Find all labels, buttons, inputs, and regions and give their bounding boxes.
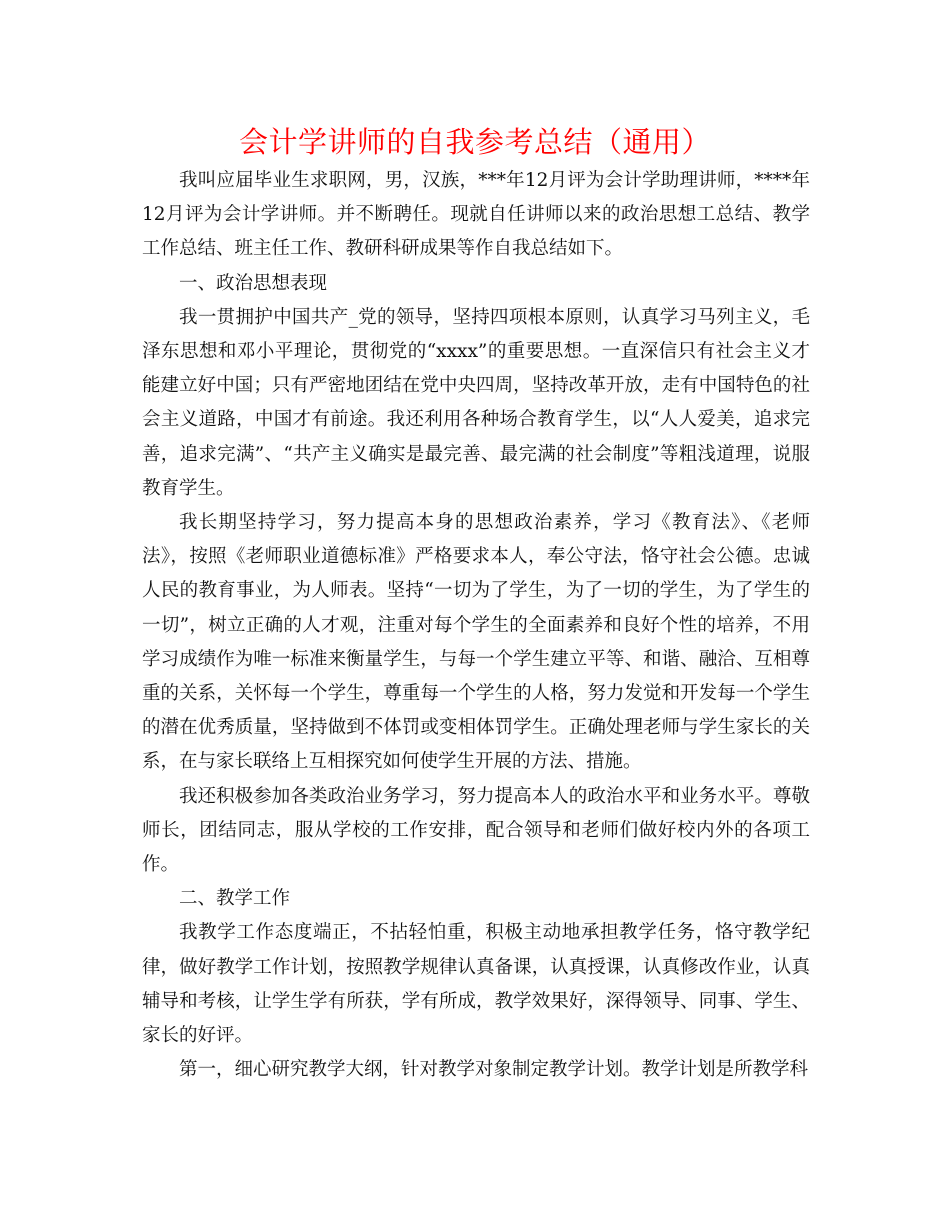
paragraph-intro: 我叫应届毕业生求职网，男，汉族，***年12月评为会计学助理讲师，****年12月评为会计学讲师。并不断聘任。现就自任讲师以来的政治思想工总结、教学工作总结、班主任工作、教研科研成果等作自我总结如下。: [142, 170, 810, 260]
paragraph-teaching-1: 我教学工作态度端正，不拈轻怕重，积极主动地承担教学任务，恪守教学纪律，做好教学工作计划，按照教学规律认真备课，认真授课，认真修改作业，认真辅导和考核，让学生学有所获，学有所成，教学效果好，深得领导、同事、学生、家长的好评。: [142, 922, 810, 1047]
paragraph-political-2: 我长期坚持学习，努力提高本身的思想政治素养，学习《教育法》、《老师法》，按照《老师职业道德标准》严格要求本人，奉公守法，恪守社会公德。忠诚人民的教育事业，为人师表。坚持“一切为了学生，为了一切的学生，为了学生的一切”，树立正确的人才观，注重对每个学生的全面素养和良好个性的培养，不用学习成绩作为唯一标准来衡量学生，与每一个学生建立平等、和谐、融洽、互相尊重的关系，关怀每一个学生，尊重每一个学生的人格，努力发觉和开发每一个学生的潜在优秀质量，坚持做到不体罚或变相体罚学生。正确处理老师与学生家长的关系，在与家长联络上互相探究如何使学生开展的方法、措施。: [142, 512, 810, 773]
paragraph-political-1: 我一贯拥护中国共产_党的领导，坚持四项根本原则，认真学习马列主义，毛泽东思想和邓小平理论，贯彻党的“xxxx”的重要思想。一直深信只有社会主义才能建立好中国；只有严密地团结在党中央四周，坚持改革开放，走有中国特色的社会主义道路，中国才有前途。我还利用各种场合教育学生，以“人人爱美，追求完善，追求完满”、“共产主义确实是最完善、最完满的社会制度”等粗浅道理，说服教育学生。: [142, 306, 810, 499]
section-heading-teaching: 二、教学工作: [179, 888, 291, 910]
document-body: [142, 164, 810, 1087]
paragraph-teaching-2: 第一，细心研究教学大纲，针对教学对象制定教学计划。教学计划是所教学科: [179, 1059, 809, 1081]
section-heading-political: 一、政治思想表现: [179, 272, 328, 294]
document-title: 会计学讲师的自我参考总结（通用）: [238, 125, 711, 159]
paragraph-political-3: 我还积极参加各类政治业务学习，努力提高本人的政治水平和业务水平。尊敬师长，团结同志，服从学校的工作安排，配合领导和老师们做好校内外的各项工作。: [142, 785, 810, 876]
